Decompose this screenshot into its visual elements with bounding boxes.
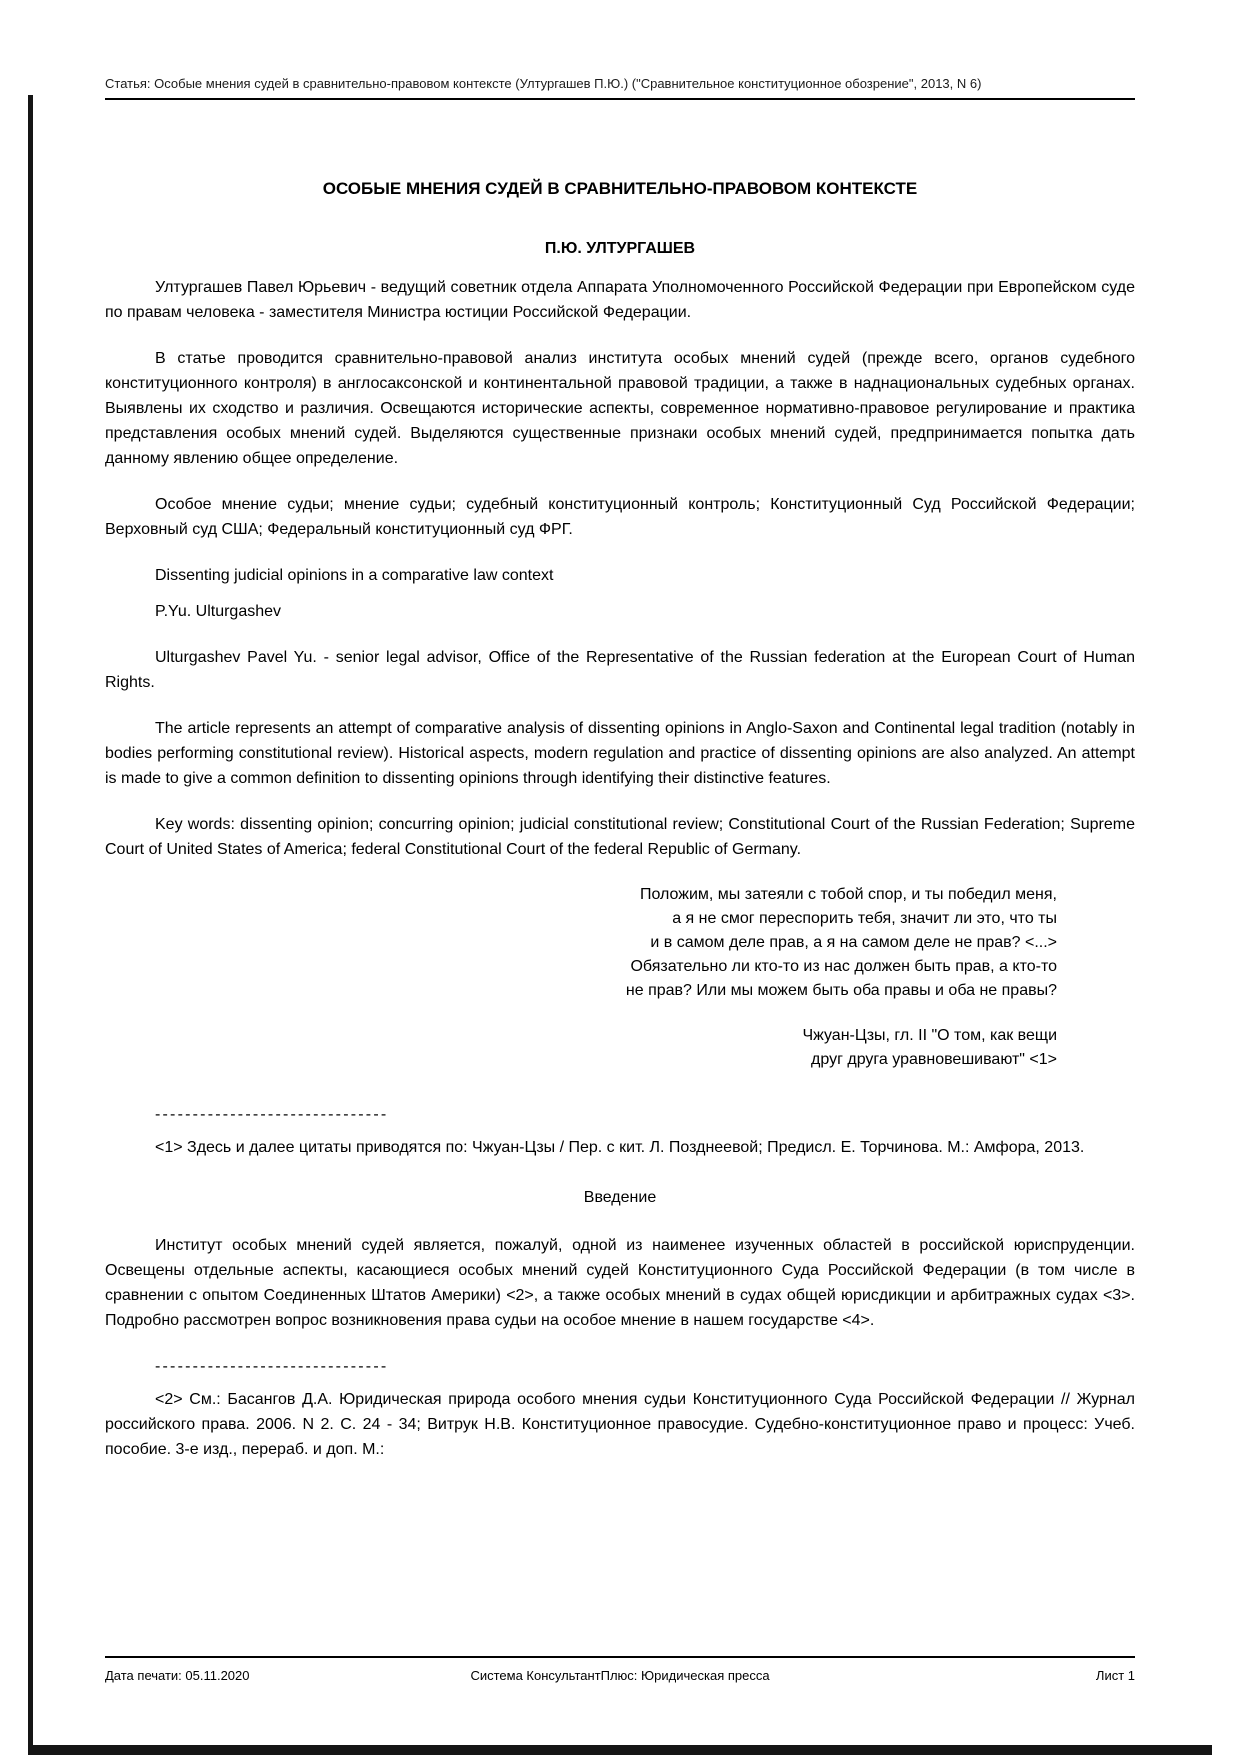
author-en: P.Yu. Ulturgashev bbox=[155, 603, 282, 620]
footnote-2: <2> См.: Басангов Д.А. Юридическая природа особого мнения судьи Конституционного Суда Российской Федерации // Журнал российского права. 2006. N 2. С. 24 - 34; Витрук Н.В. Конституционное правосудие. Судебно-конституционное право и процесс: Учеб. пособие. 3-е изд., перераб. и доп. М.: bbox=[105, 1391, 1135, 1458]
header-article-ref: Статья: Особые мнения судей в сравнительно-правовом контексте (Ултургашев П.Ю.) ("Сравнительное конституционное обозрение", 2013, N 6) bbox=[105, 76, 982, 91]
epigraph-line: а я не смог переспорить тебя, значит ли это, что ты bbox=[672, 910, 1057, 927]
paragraph-bio-ru: Ултургашев Павел Юрьевич - ведущий советник отдела Аппарата Уполномоченного Российской Федерации при Европейском суде по правам человека - заместителя Министра юстиции Российской Федерации. bbox=[105, 279, 1135, 321]
article-author: П.Ю. УЛТУРГАШЕВ bbox=[544, 240, 696, 257]
attribution-line: Чжуан-Цзы, гл. II "О том, как вещи bbox=[802, 1027, 1057, 1044]
page-edge-left-shadow bbox=[28, 95, 33, 1755]
paragraph-keywords-ru: Особое мнение судьи; мнение судьи; судебный конституционный контроль; Конституционный Суд Российской Федерации; Верховный суд США; Федеральный конституционный суд ФРГ. bbox=[105, 496, 1135, 538]
section-heading-introduction: Введение bbox=[583, 1189, 657, 1206]
footnote-separator: ------------------------------- bbox=[155, 1106, 389, 1123]
epigraph-line: Обязательно ли кто-то из нас должен быть прав, а кто-то bbox=[630, 958, 1057, 975]
epigraph-attribution bbox=[105, 1024, 1057, 1072]
footer-system-name: Система КонсультантПлюс: Юридическая пресса bbox=[470, 1668, 770, 1683]
attribution-line: друг друга уравновешивают" <1> bbox=[811, 1051, 1057, 1068]
footnote-separator: ------------------------------- bbox=[155, 1358, 389, 1375]
paragraph-abstract-en: The article represents an attempt of comparative analysis of dissenting opinions in Anglo-Saxon and Continental legal tradition (notably in bodies performing constitutional review). Historical aspects, modern regulation and practice of dissenting opinions are also analyzed. An attempt is made to give a common definition to dissenting opinions through identifying their distinctive features. bbox=[105, 720, 1135, 787]
epigraph-line: и в самом деле прав, а я на самом деле не прав? <...> bbox=[650, 934, 1057, 951]
page-header bbox=[105, 0, 1135, 100]
paragraph-abstract-ru: В статье проводится сравнительно-правовой анализ института особых мнений судей (прежде всего, органов судебного конституционного контроля) в англосаксонской и континентальной правовой традиции, а также в наднациональных судебных органах. Выявлены их сходство и различия. Освещаются исторические аспекты, современное нормативно-правовое регулирование и практика представления особых мнений судей. Выделяются существенные признаки особых мнений судей, предпринимается попытка дать данному явлению общее определение. bbox=[105, 350, 1135, 467]
article-title: ОСОБЫЕ МНЕНИЯ СУДЕЙ В СРАВНИТЕЛЬНО-ПРАВОВОМ КОНТЕКСТЕ bbox=[322, 179, 918, 198]
page-footer bbox=[105, 1656, 1135, 1684]
footer-print-date: Дата печати: 05.11.2020 bbox=[105, 1668, 250, 1683]
paragraph-introduction: Институт особых мнений судей является, пожалуй, одной из наименее изученных областей в российской юриспруденции. Освещены отдельные аспекты, касающиеся особых мнений судей Конституционного Суда Российской Федерации (в том числе в сравнении с опытом Соединенных Штатов Америки) <2>, а также особых мнений в судах общей юрисдикции и арбитражных судах <3>. Подробно рассмотрен вопрос возникновения права судьи на особое мнение в нашем государстве <4>. bbox=[105, 1237, 1135, 1329]
title-en: Dissenting judicial opinions in a comparative law context bbox=[155, 567, 554, 584]
page-edge-bottom-shadow bbox=[28, 1745, 1212, 1755]
epigraph-line: не прав? Или мы можем быть оба правы и оба не правы? bbox=[625, 982, 1057, 999]
footer-sheet-number: Лист 1 bbox=[1095, 1668, 1136, 1683]
paragraph-bio-en: Ulturgashev Pavel Yu. - senior legal advisor, Office of the Representative of the Russian federation at the European Court of Human Rights. bbox=[105, 649, 1135, 691]
epigraph bbox=[105, 883, 1057, 1003]
paragraph-keywords-en: Key words: dissenting opinion; concurring opinion; judicial constitutional review; Constitutional Court of the Russian Federation; Supreme Court of United States of America; federal Constitutional Court of the federal Republic of Germany. bbox=[105, 816, 1135, 858]
epigraph-line: Положим, мы затеяли с тобой спор, и ты победил меня, bbox=[639, 886, 1057, 903]
footnote-1: <1> Здесь и далее цитаты приводятся по: Чжуан-Цзы / Пер. с кит. Л. Позднеевой; Предисл. Е. Торчинова. М.: Амфора, 2013. bbox=[155, 1139, 1085, 1156]
page-content bbox=[105, 0, 1135, 1462]
